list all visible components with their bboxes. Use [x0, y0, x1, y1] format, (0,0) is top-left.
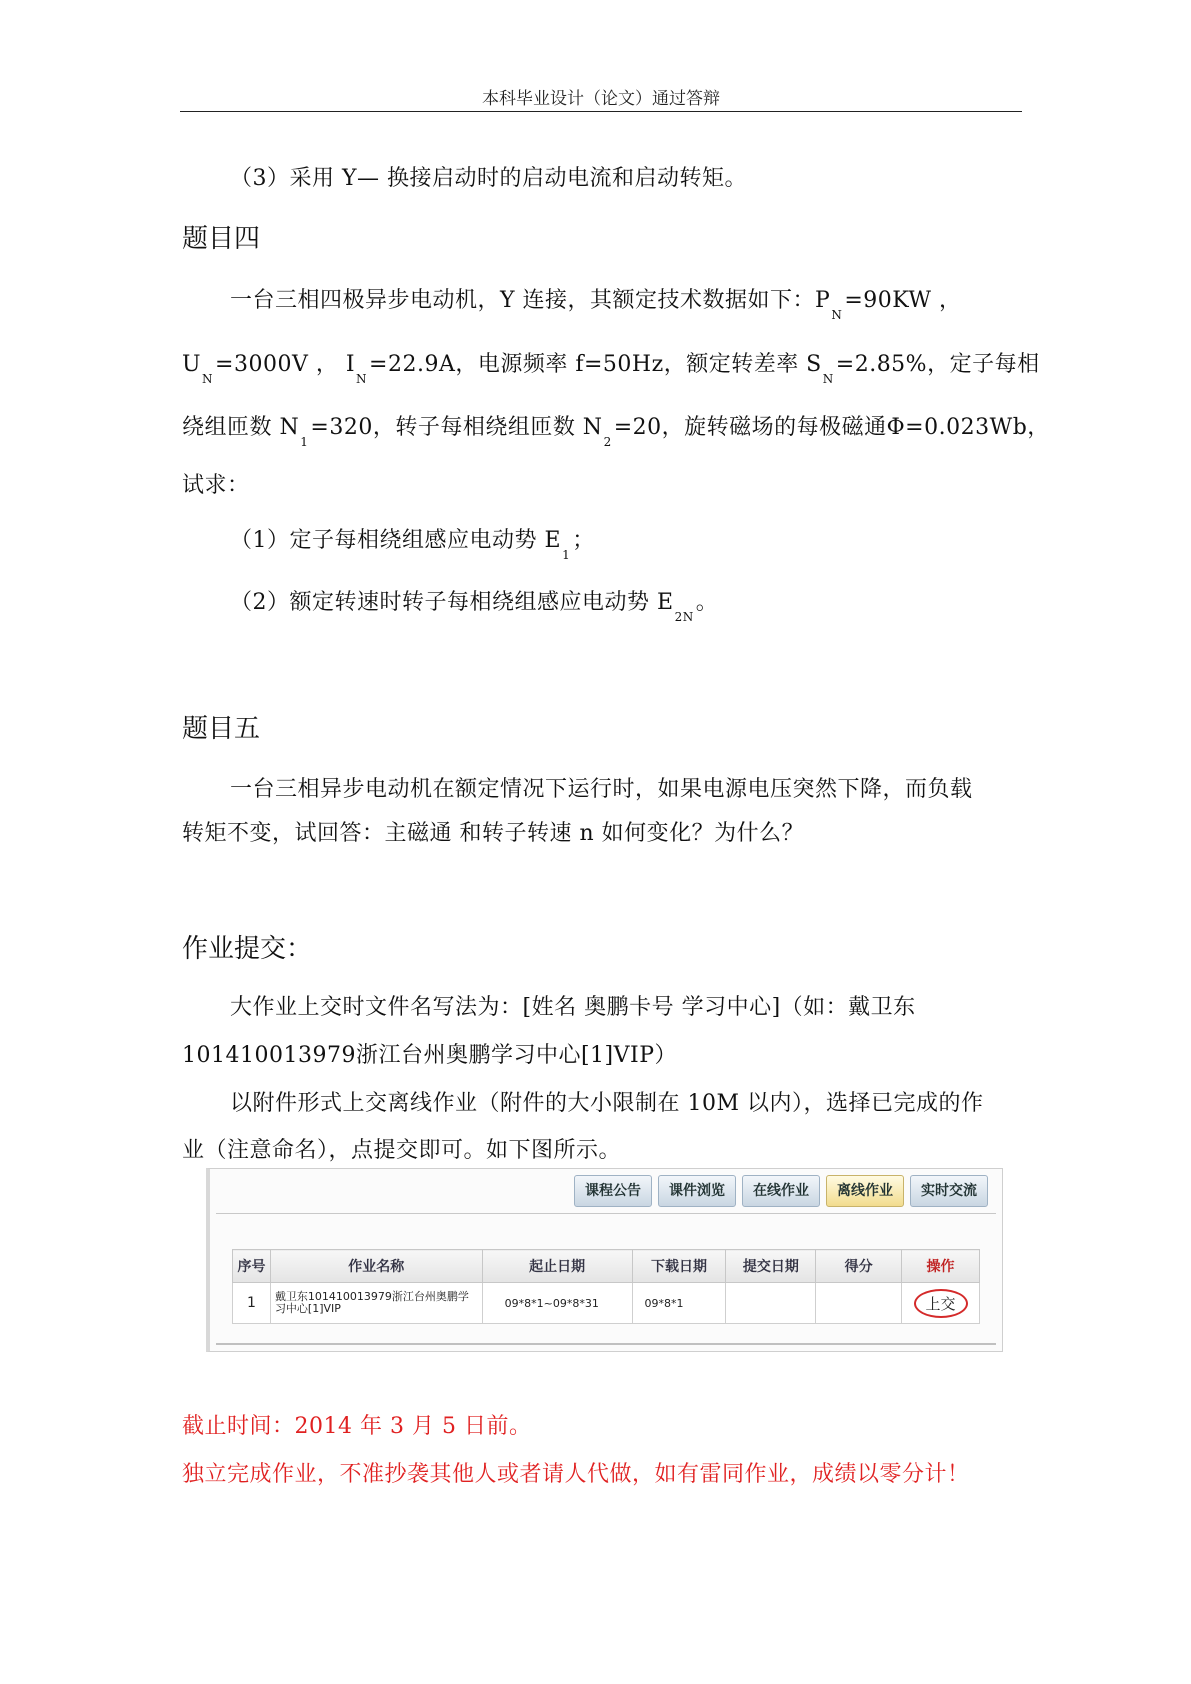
- table-row: [233, 1283, 980, 1324]
- column-header: 操作: [902, 1250, 980, 1283]
- q4-paragraph-line-1: [230, 283, 962, 322]
- q4-item-1: [230, 523, 595, 562]
- table-header-row: [233, 1250, 980, 1283]
- q4-text: （2）额定转速时转子每相绕组感应电动势 E: [230, 590, 674, 615]
- tab-course-notice[interactable]: 课程公告: [574, 1175, 652, 1207]
- column-header: 提交日期: [726, 1250, 816, 1283]
- subscript: 1: [562, 548, 571, 562]
- embedded-screenshot: [206, 1168, 1003, 1352]
- submit-title: 作业提交：: [182, 934, 313, 964]
- q4-text: =20，旋转磁场的每极磁通Φ=0.023Wb，: [613, 415, 1050, 440]
- tab-offline-homework[interactable]: 离线作业: [826, 1175, 904, 1207]
- integrity-warning: 独立完成作业，不准抄袭其他人或者请人代做，如有雷同作业，成绩以零分计！: [182, 1462, 970, 1487]
- column-header: 起止日期: [482, 1250, 632, 1283]
- cell-no: 1: [233, 1283, 271, 1324]
- q5-title: 题目五: [182, 714, 261, 744]
- q3-item: （3）采用 Y— 换接启动时的启动电流和启动转矩。: [230, 166, 748, 191]
- subscript: N: [831, 308, 843, 322]
- tab-live-chat[interactable]: 实时交流: [910, 1175, 988, 1207]
- q4-text: U: [182, 352, 202, 377]
- subscript: N: [356, 372, 368, 386]
- subscript: 1: [300, 435, 309, 449]
- q4-text: 。: [695, 590, 719, 615]
- subscript: N: [822, 372, 834, 386]
- homework-table: [232, 1249, 980, 1324]
- tab-bar: [574, 1175, 988, 1207]
- q4-title: 题目四: [182, 224, 261, 254]
- subscript: N: [202, 372, 214, 386]
- header-rule: [180, 111, 1022, 112]
- submit-paragraph-line-1: 大作业上交时文件名写法为：[姓名 奥鹏卡号 学习中心]（如：戴卫东: [230, 995, 916, 1020]
- q4-paragraph-line-2: [182, 347, 1040, 386]
- q4-item-2: [230, 585, 718, 624]
- column-header: 得分: [816, 1250, 902, 1283]
- submit-paragraph-line-4: 业（注意命名），点提交即可。如下图所示。: [182, 1138, 622, 1163]
- q4-paragraph-line-4: 试求：: [182, 473, 250, 498]
- deadline-notice: 截止时间：2014 年 3 月 5 日前。: [182, 1414, 532, 1439]
- column-header: 序号: [233, 1250, 271, 1283]
- q4-paragraph-line-3: [182, 410, 1050, 449]
- cell-period: 09*8*1~09*8*31: [482, 1283, 632, 1324]
- q4-text: 绕组匝数 N: [182, 415, 300, 440]
- tab-courseware[interactable]: 课件浏览: [658, 1175, 736, 1207]
- submit-paragraph-line-2: 101410013979浙江台州奥鹏学习中心[1]VIP）: [182, 1043, 678, 1068]
- cell-homework-name: 戴卫东101410013979浙江台州奥鹏学习中心[1]VIP: [270, 1283, 482, 1324]
- q4-text: （1）定子每相绕组感应电动势 E: [230, 528, 562, 553]
- subscript: 2: [603, 435, 612, 449]
- page-header: 本科毕业设计（论文）通过答辩: [482, 89, 720, 109]
- q4-text: 一台三相四极异步电动机，Y 连接，其额定技术数据如下：P: [230, 288, 831, 313]
- q4-text: =22.9A，电源频率 f=50Hz，额定转差率 S: [369, 352, 822, 377]
- submit-paragraph-line-3: 以附件形式上交离线作业（附件的大小限制在 10M 以内），选择已完成的作: [230, 1091, 984, 1116]
- q5-paragraph-line-1: 一台三相异步电动机在额定情况下运行时，如果电源电压突然下降，而负载: [230, 777, 973, 802]
- subscript: 2N: [674, 610, 694, 624]
- q4-text: =320，转子每相绕组匝数 N: [310, 415, 603, 440]
- cell-score: [816, 1283, 902, 1324]
- column-header: 下载日期: [632, 1250, 726, 1283]
- cell-download-date: 09*8*1: [632, 1283, 726, 1324]
- cell-submit-date: [726, 1283, 816, 1324]
- q4-text: =3000V ， I: [215, 352, 356, 377]
- q5-paragraph-line-2: 转矩不变，试回答：主磁通 和转子转速 n 如何变化？为什么？: [182, 821, 805, 846]
- column-header: 作业名称: [270, 1250, 482, 1283]
- cell-action: [902, 1283, 980, 1324]
- bottom-divider: [216, 1343, 996, 1345]
- tab-divider: [216, 1213, 996, 1214]
- tab-online-homework[interactable]: 在线作业: [742, 1175, 820, 1207]
- submit-button[interactable]: 上交: [914, 1289, 968, 1318]
- q4-text: =2.85%，定子每相: [835, 352, 1040, 377]
- q4-text: =90KW ，: [844, 288, 962, 313]
- q4-text: ；: [572, 528, 595, 553]
